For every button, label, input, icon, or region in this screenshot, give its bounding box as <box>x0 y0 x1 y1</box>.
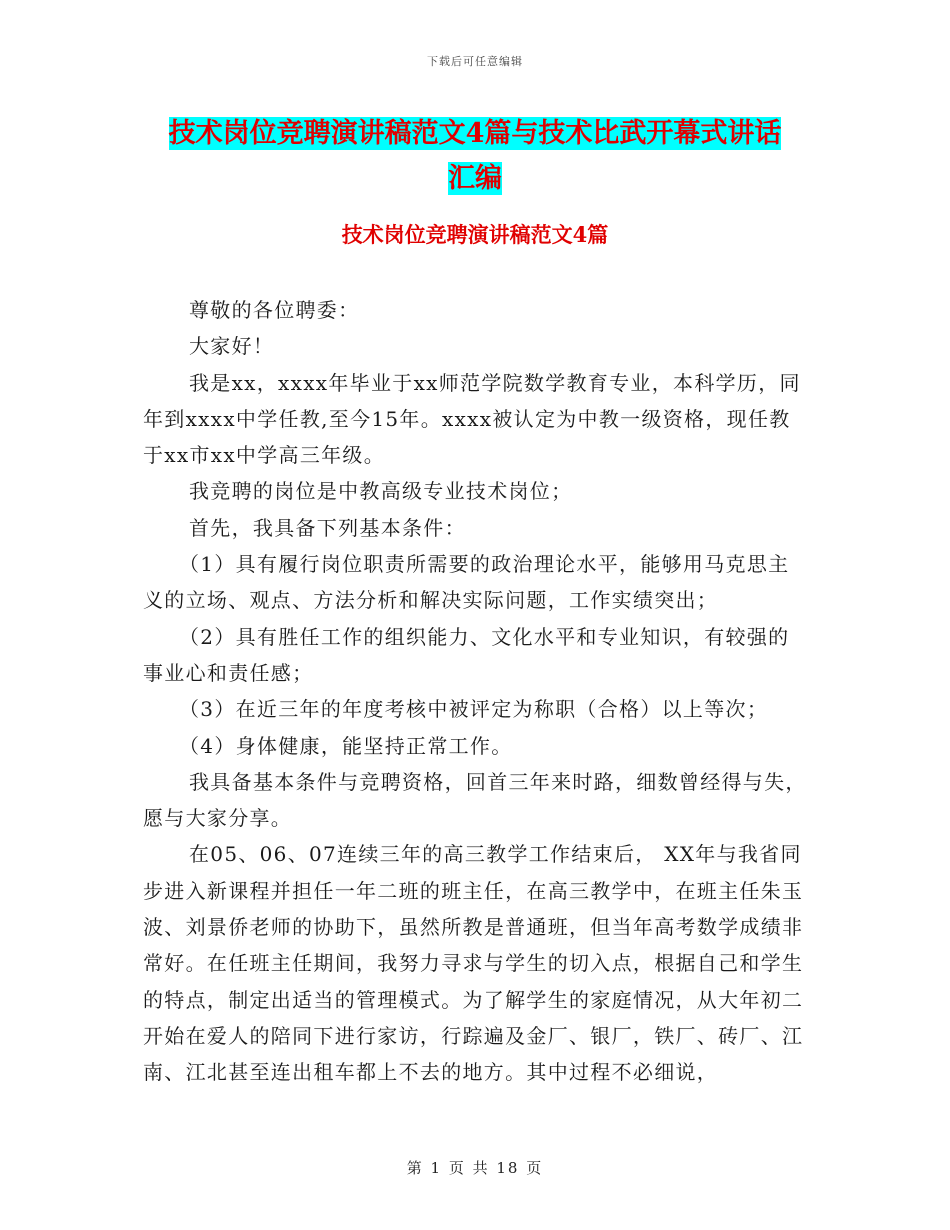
paragraph: 首先，我具备下列基本条件： <box>189 515 466 540</box>
document-title <box>0 111 950 201</box>
list-item: （3）在近三年的年度考核中被评定为称职（合格）以上等次； <box>179 697 769 722</box>
section-subtitle: 技术岗位竞聘演讲稿范文4篇 <box>341 222 609 247</box>
paragraph-greeting: 大家好！ <box>189 334 275 359</box>
document-body <box>143 292 808 1091</box>
paragraph: 在05、06、07连续三年的高三教学工作结束后， XX年与我省同步进入新课程并担任一年二班的班主任，在高三教学中，在班主任朱玉波、刘景侨老师的协助下，虽然所教是普通班，但当年高考数学成绩非常好。在任班主任期间，我努力寻求与学生的切入点，根据自己和学生的特点，制定出适当的管理模式。为了解学生的家庭情况，从大年初二开始在爱人的陪同下进行家访，行踪遍及金厂、银厂，铁厂、砖厂、江南、江北甚至连出租车都上不去的地方。其中过程不必细说， <box>143 842 804 1085</box>
title-line-1: 技术岗位竞聘演讲稿范文4篇与技术比武开幕式讲话 <box>168 118 782 149</box>
page-footer: 第 1 页 共 18 页 <box>406 1159 544 1177</box>
page-header: 下载后可任意编辑 <box>427 55 523 68</box>
paragraph: 我具备基本条件与竞聘资格，回首三年来时路，细数曾经得与失，愿与大家分享。 <box>143 769 807 831</box>
list-item: （4）身体健康，能坚持正常工作。 <box>179 733 513 758</box>
list-item: （2）具有胜任工作的组织能力、文化水平和专业知识，有较强的事业心和责任感； <box>143 624 790 685</box>
title-line-2: 汇编 <box>448 163 502 194</box>
list-item: （1）具有履行岗位职责所需要的政治理论水平，能够用马克思主义的立场、观点、方法分析和解决实际问题，工作实绩突出； <box>143 552 790 613</box>
paragraph-salutation: 尊敬的各位聘委： <box>189 298 360 322</box>
paragraph: 我竞聘的岗位是中教高级专业技术岗位； <box>189 479 573 504</box>
paragraph: 我是xx，xxxx年毕业于xx师范学院数学教育专业，本科学历，同年到xxxx中学任教,至今15年。xxxx被认定为中教一级资格，现任教于xx市xx中学高三年级。 <box>143 370 801 468</box>
